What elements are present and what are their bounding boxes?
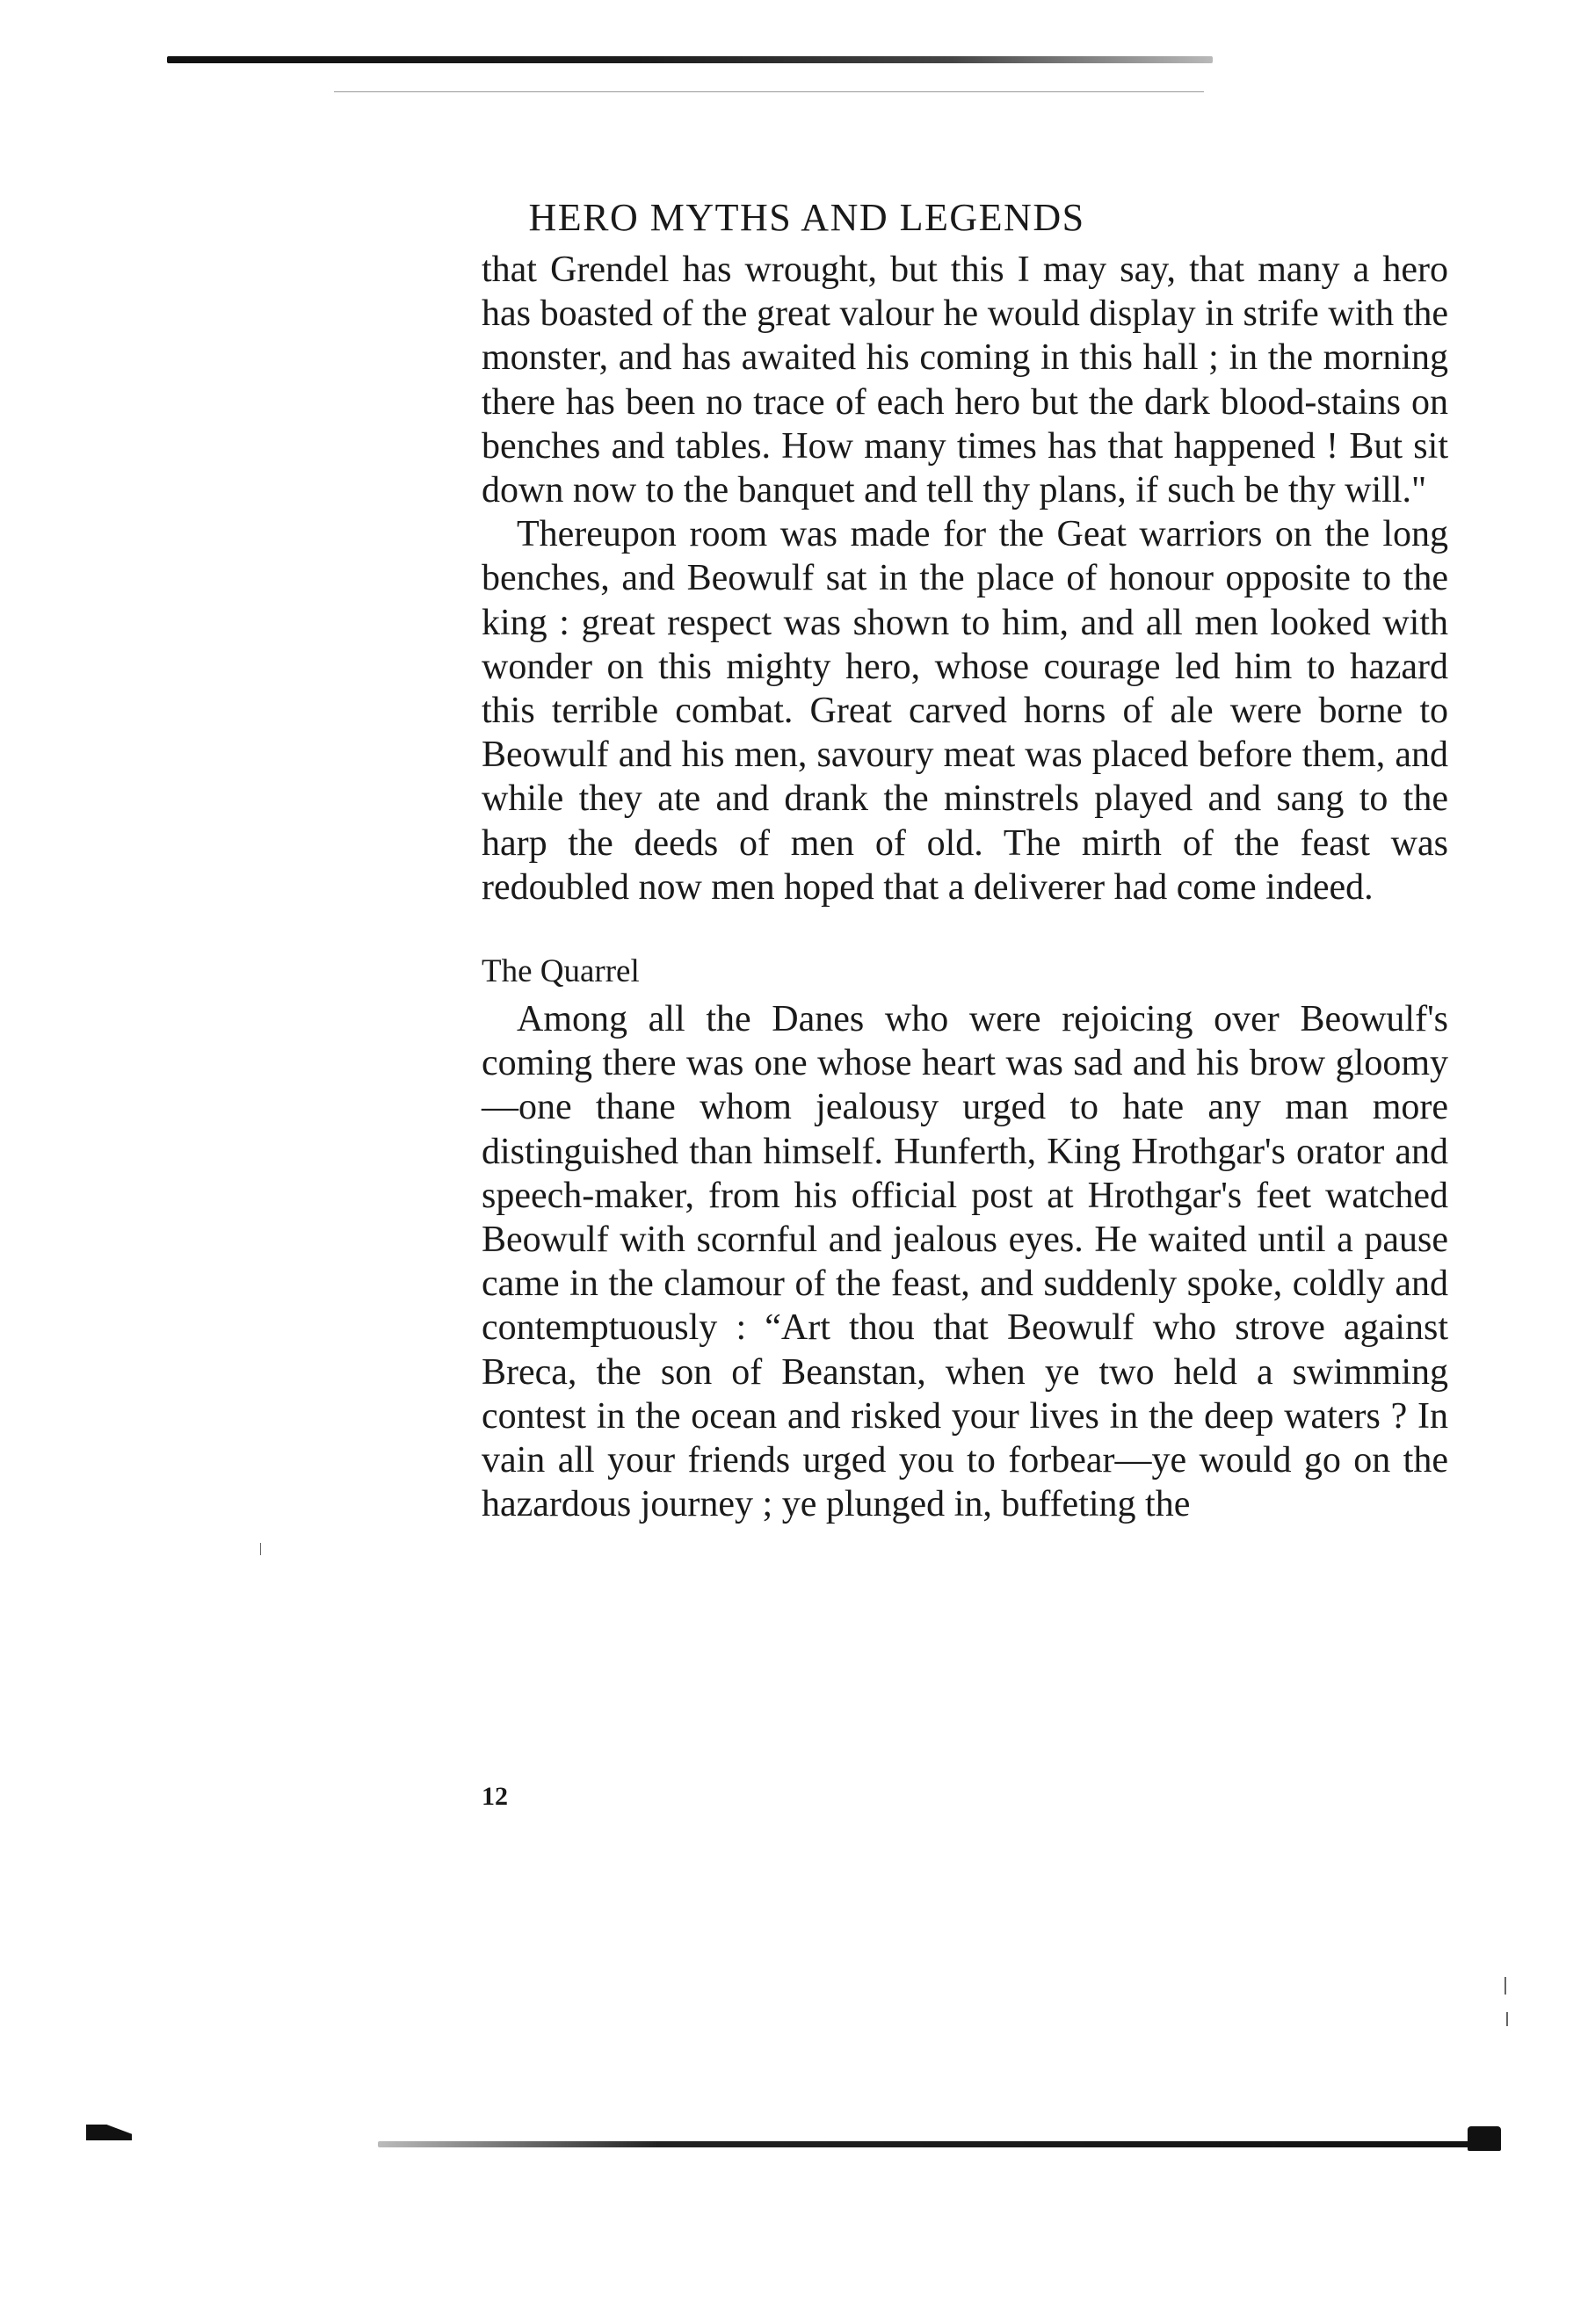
page-body bbox=[482, 248, 1448, 1526]
margin-tick bbox=[260, 1543, 261, 1555]
section-heading: The Quarrel bbox=[482, 953, 640, 990]
bottom-rule-end bbox=[1468, 2126, 1501, 2151]
paragraph: Thereupon room was made for the Geat warriors on the long benches, and Beowulf sat in the place of honour opposite to the king : great respect was shown to him, and all men looked with wonder on this mighty hero, whose courage led him to hazard this terrible combat. Great carved horns of ale were borne to Beowulf and his men, savoury meat was placed before them, and while they ate and drank the minstrels played and sang to the harp the deeds of men of old. The mirth of the feast was redoubled now men hoped that a deliverer had come indeed. bbox=[482, 514, 1448, 908]
margin-tick bbox=[1506, 2012, 1508, 2026]
margin-tick bbox=[1504, 1977, 1506, 1995]
running-header: HERO MYTHS AND LEGENDS bbox=[528, 196, 1085, 239]
paragraph-continued: that Grendel has wrought, but this I may say, that many a hero has boasted of the great valour he would display in strife with the monster, and has awaited his coming in this hall ; in the morning there has been no trace of each hero but the dark blood-stains on benches and tables. How many times has that happened ! But sit down now to the banquet and tell thy plans, if such be thy will." bbox=[482, 250, 1448, 511]
page-number: 12 bbox=[482, 1782, 508, 1811]
section-paragraph: Among all the Danes who were rejoicing over Beowulf's coming there was one whose heart was sad and his brow gloomy—one thane whom jealousy urged to hate any man more distinguished than himself. Hunferth, King Hrothgar's orator and speech-maker, from his official post at Hrothgar's feet watched Beowulf with scornful and jealous eyes. He waited until a pause came in the clamour of the feast, and suddenly spoke, coldly and contemptuously : “Art thou that Beowulf who strove against Breca, the son of Beanstan, when ye two held a swimming contest in the ocean and risked your lives in the deep waters ? In vain all your friends urged you to forbear—ye would go on the hazardous journey ; ye plunged in, buffeting the bbox=[482, 999, 1448, 1525]
scan-edge-mark bbox=[86, 2125, 132, 2140]
bottom-rule bbox=[378, 2141, 1498, 2147]
top-rule bbox=[167, 56, 1213, 63]
top-thin-rule bbox=[334, 91, 1204, 92]
